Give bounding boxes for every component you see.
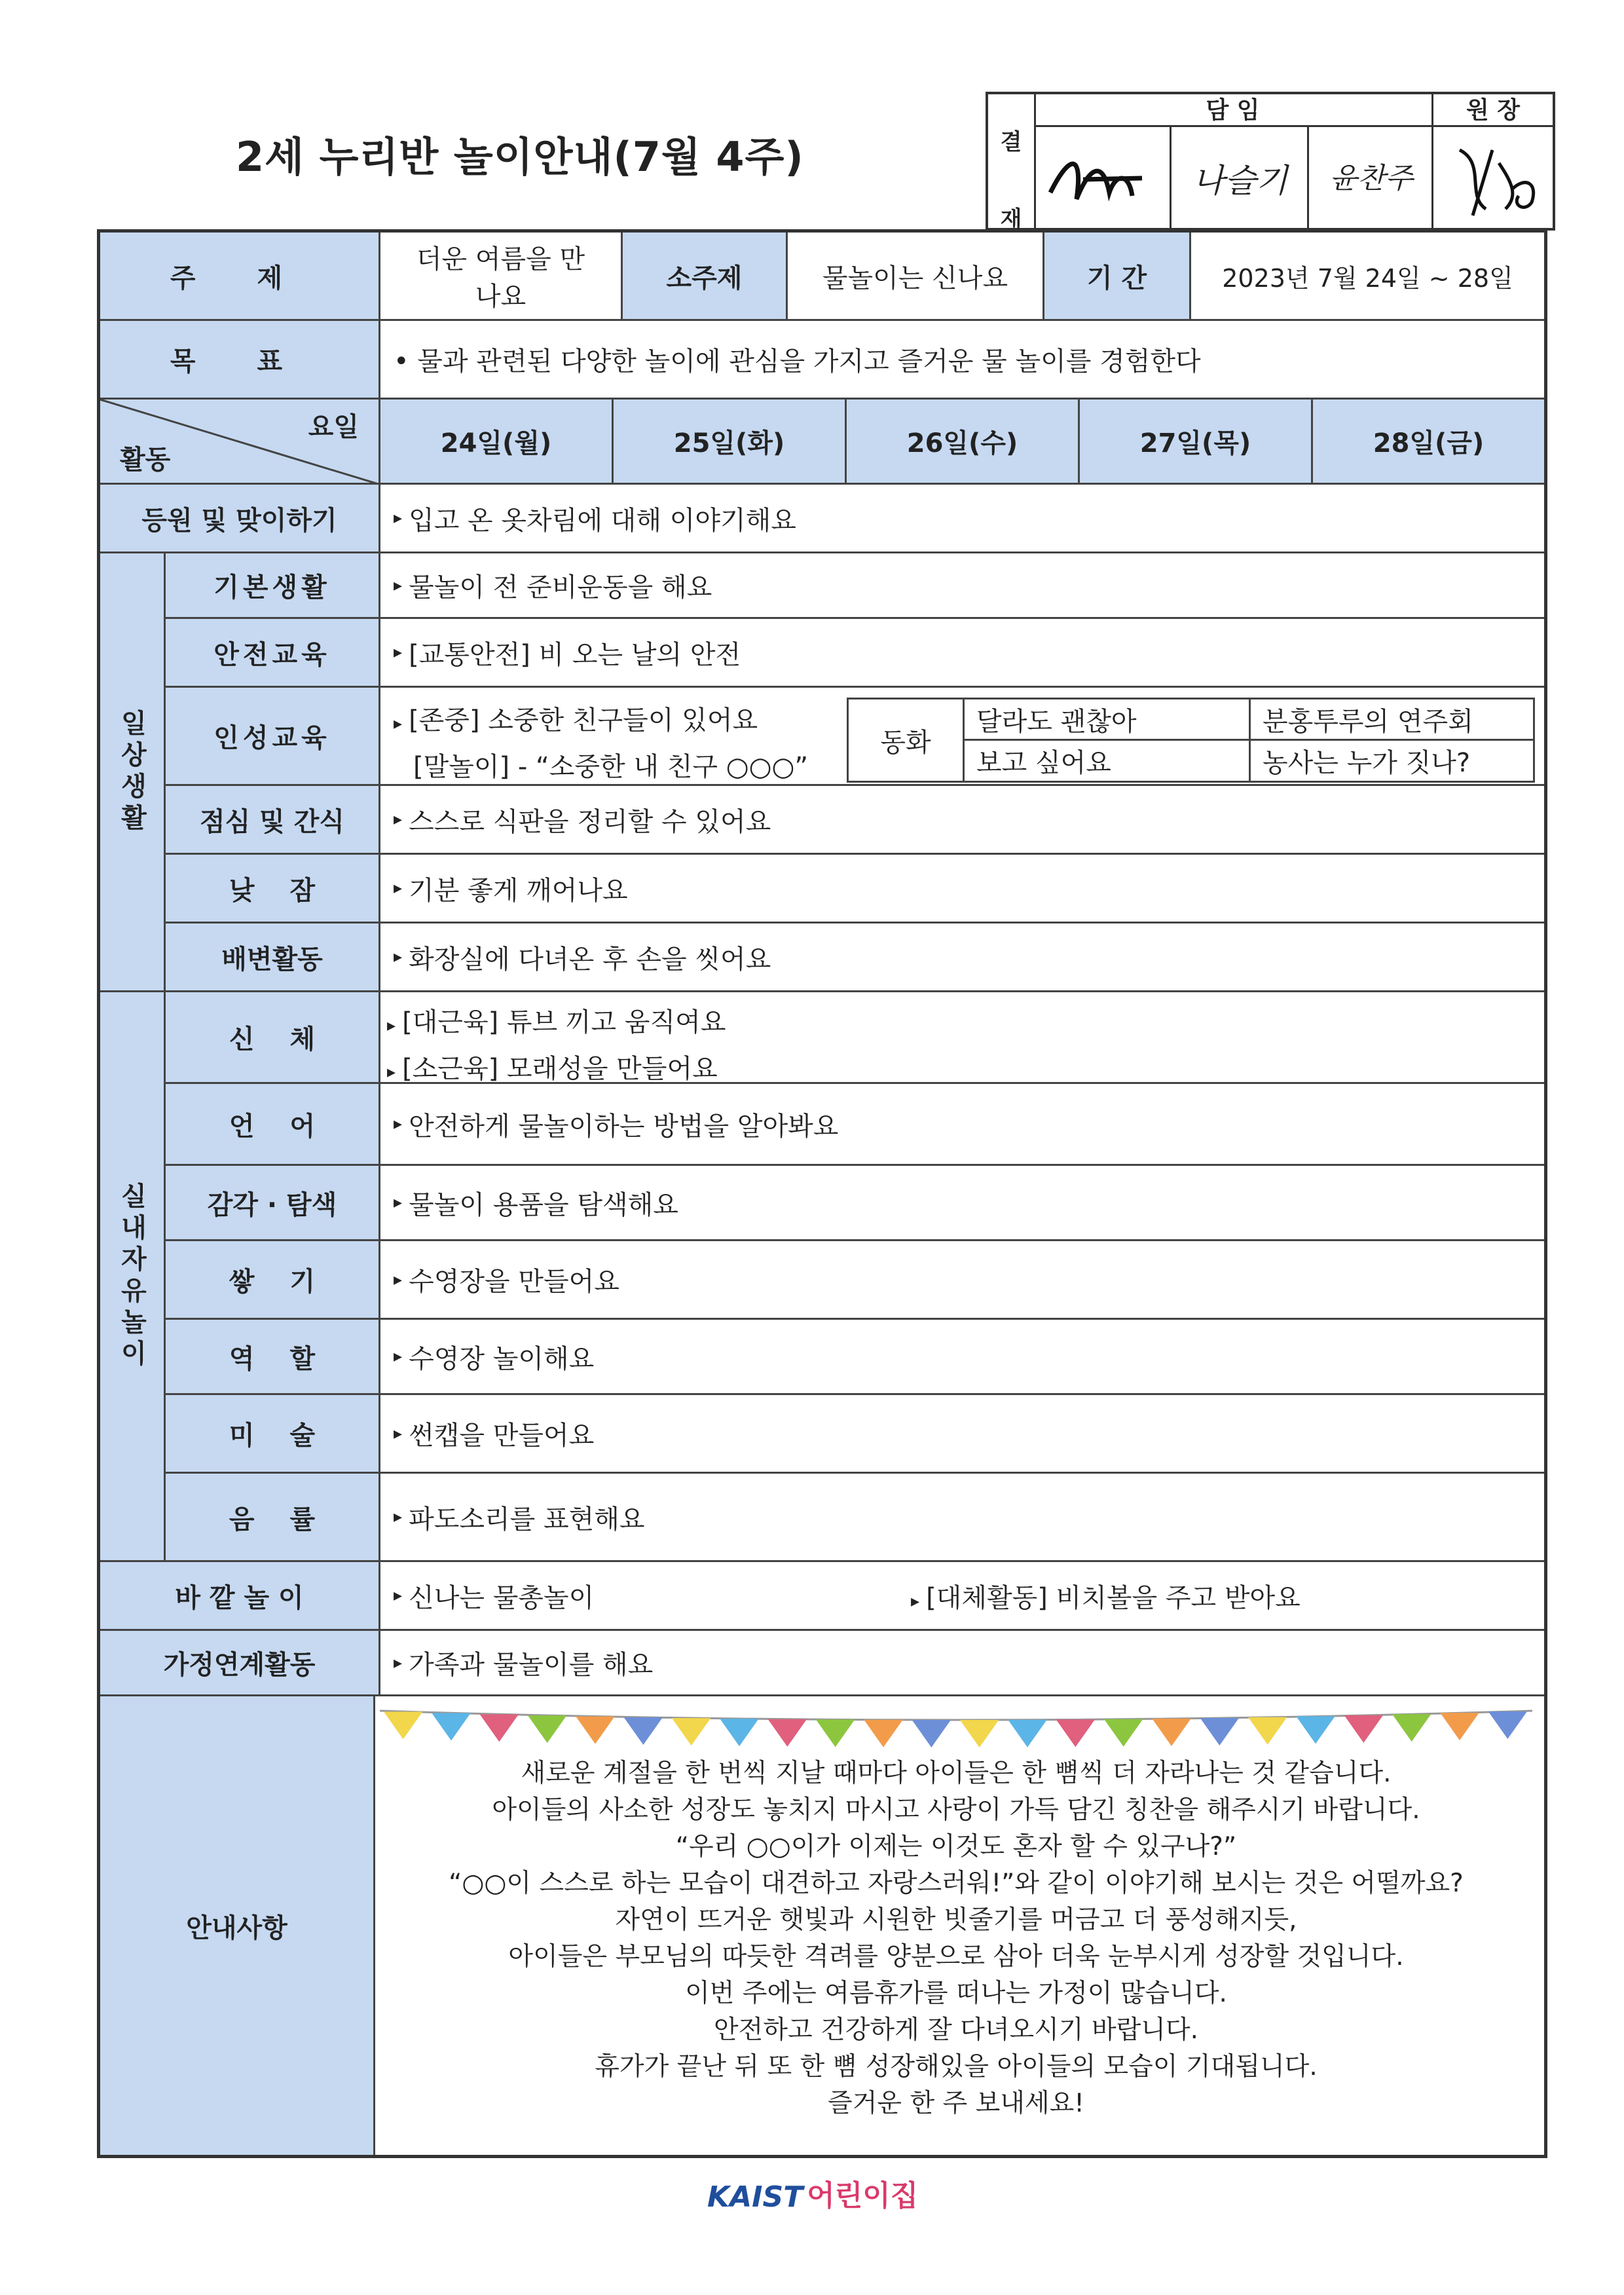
language-value: ▸ 안전하게 물놀이하는 방법을 알아봐요 xyxy=(380,1084,1544,1166)
basic-life-value: ▸ 물놀이 전 준비운동을 해요 xyxy=(380,553,1544,619)
sensory-label: 감각 · 탐색 xyxy=(166,1166,380,1241)
notice-line: 즐거운 한 주 보내세요! xyxy=(828,2089,1084,2118)
corner-day-label: 요일 xyxy=(308,412,359,442)
music-value: ▸ 파도소리를 표현해요 xyxy=(380,1474,1544,1562)
signature-2: 나슬기 xyxy=(1192,162,1288,200)
subtopic-value: 물놀이는 신나요 xyxy=(788,233,1044,321)
lunch-label: 점심 및 간식 xyxy=(166,786,380,855)
notice-line: 안전하고 건강하게 잘 다녀오시기 바랍니다. xyxy=(713,2015,1199,2045)
language-label: 언 어 xyxy=(166,1084,380,1166)
story-item-3: 보고 싶어요 xyxy=(963,739,1251,783)
music-label: 음 률 xyxy=(166,1474,380,1562)
notice-line: “○○이 스스로 하는 모습이 대견하고 자랑스러워!”와 같이 이야기해 보시는 것은 어떨까요? xyxy=(449,1869,1464,1898)
notice-line: 이번 주에는 여름휴가를 떠나는 가정이 많습니다. xyxy=(685,1979,1227,2008)
signature-1 xyxy=(1044,140,1162,219)
story-item-2: 분홍투루의 연주회 xyxy=(1249,698,1535,741)
approval-side-label: 결 재 xyxy=(988,94,1036,228)
topic-value: 더운 여름을 만나요 xyxy=(380,233,623,321)
period-value: 2023년 7월 24일 ~ 28일 xyxy=(1191,233,1544,321)
subtopic-label: 소주제 xyxy=(623,233,788,321)
topic-label: 주 제 xyxy=(100,233,380,321)
notice-line: 새로운 계절을 한 번씩 지날 때마다 아이들은 한 뼘씩 더 자라나는 것 같습니다. xyxy=(521,1759,1392,1788)
roleplay-value: ▸ 수영장 놀이해요 xyxy=(380,1320,1544,1395)
goal-value: • 물과 관련된 다양한 놀이에 관심을 가지고 즐거운 물 놀이를 경험한다 xyxy=(380,321,1544,400)
page-title: 2세 누리반 놀이안내(7월 4주) xyxy=(236,133,804,181)
goal-label: 목 표 xyxy=(100,321,380,400)
daily-life-group-label: 일상생활 xyxy=(100,553,166,992)
outdoor-value: ▸ 신나는 물총놀이 ▸ [대체활동] 비치볼을 주고 받아요 xyxy=(380,1562,1544,1631)
roleplay-label: 역 할 xyxy=(166,1320,380,1395)
approval-box xyxy=(986,92,1555,231)
arrival-value: ▸ 입고 온 옷차림에 대해 이야기해요 xyxy=(380,485,1544,553)
story-item-4: 농사는 누가 짓나? xyxy=(1249,739,1535,783)
director-label: 원 장 xyxy=(1433,94,1553,127)
outdoor-label: 바 깥 놀 이 xyxy=(100,1562,380,1631)
kaist-kindergarten-logo: KAIST 어린이집 xyxy=(707,2179,919,2214)
safety-value: ▸ [교통안전] 비 오는 날의 안전 xyxy=(380,619,1544,688)
notice-line: 아이들은 부모님의 따듯한 격려를 양분으로 삼아 더욱 눈부시게 성장할 것입니다. xyxy=(508,1942,1404,1971)
notice-text xyxy=(367,1709,1545,2122)
day-tue: 25일(화) xyxy=(614,400,847,485)
free-play-group-label: 실내자유놀이 xyxy=(100,992,166,1562)
day-mon: 24일(월) xyxy=(380,400,614,485)
day-thu: 27일(목) xyxy=(1080,400,1313,485)
arrival-label: 등원 및 맞이하기 xyxy=(100,485,380,553)
day-wed: 26일(수) xyxy=(847,400,1080,485)
signature-4 xyxy=(1447,137,1551,222)
basic-life-label: 기본생활 xyxy=(166,553,380,619)
physical-value: ▸ [대근육] 튜브 끼고 움직여요 ▸ [소근육] 모래성을 만들어요 xyxy=(380,992,1544,1084)
blocks-label: 쌓 기 xyxy=(166,1241,380,1320)
day-fri: 28일(금) xyxy=(1313,400,1544,485)
physical-label: 신 체 xyxy=(166,992,380,1084)
nap-value: ▸ 기분 좋게 깨어나요 xyxy=(380,855,1544,924)
character-label: 인성교육 xyxy=(166,688,380,786)
story-item-1: 달라도 괜찮아 xyxy=(963,698,1251,741)
notice-line: “우리 ○○이가 이제는 이것도 혼자 할 수 있구나?” xyxy=(675,1832,1237,1861)
signature-3: 윤찬주 xyxy=(1329,162,1413,195)
sensory-value: ▸ 물놀이 용품을 탐색해요 xyxy=(380,1166,1544,1241)
notice-line: 휴가가 끝난 뒤 또 한 뼘 성장해있을 아이들의 모습이 기대됩니다. xyxy=(595,2052,1318,2081)
safety-label: 안전교육 xyxy=(166,619,380,688)
blocks-value: ▸ 수영장을 만들어요 xyxy=(380,1241,1544,1320)
corner-activity-label: 활동 xyxy=(120,445,171,475)
homeroom-label: 담 임 xyxy=(1034,94,1433,127)
nap-label: 낮 잠 xyxy=(166,855,380,924)
notice-line: 아이들의 사소한 성장도 놓치지 마시고 사랑이 가득 담긴 칭찬을 해주시기 바랍니다. xyxy=(492,1795,1420,1825)
home-activity-label: 가정연계활동 xyxy=(100,1631,380,1696)
toilet-value: ▸ 화장실에 다녀온 후 손을 씻어요 xyxy=(380,924,1544,992)
day-activity-corner xyxy=(100,400,380,485)
notice-line: 자연이 뜨거운 햇빛과 시원한 빗줄기를 머금고 더 풍성해지듯, xyxy=(615,1905,1297,1935)
art-label: 미 술 xyxy=(166,1395,380,1474)
period-label: 기 간 xyxy=(1044,233,1191,321)
toilet-label: 배변활동 xyxy=(166,924,380,992)
home-activity-value: ▸ 가족과 물놀이를 해요 xyxy=(380,1631,1544,1696)
story-label: 동화 xyxy=(847,698,965,783)
notice-label: 안내사항 xyxy=(100,1696,375,2155)
character-value: ▸ [존중] 소중한 친구들이 있어요 [말놀이] - “소중한 내 친구 ○○○” xyxy=(380,688,1544,786)
lunch-value: ▸ 스스로 식판을 정리할 수 있어요 xyxy=(380,786,1544,855)
art-value: ▸ 썬캡을 만들어요 xyxy=(380,1395,1544,1474)
